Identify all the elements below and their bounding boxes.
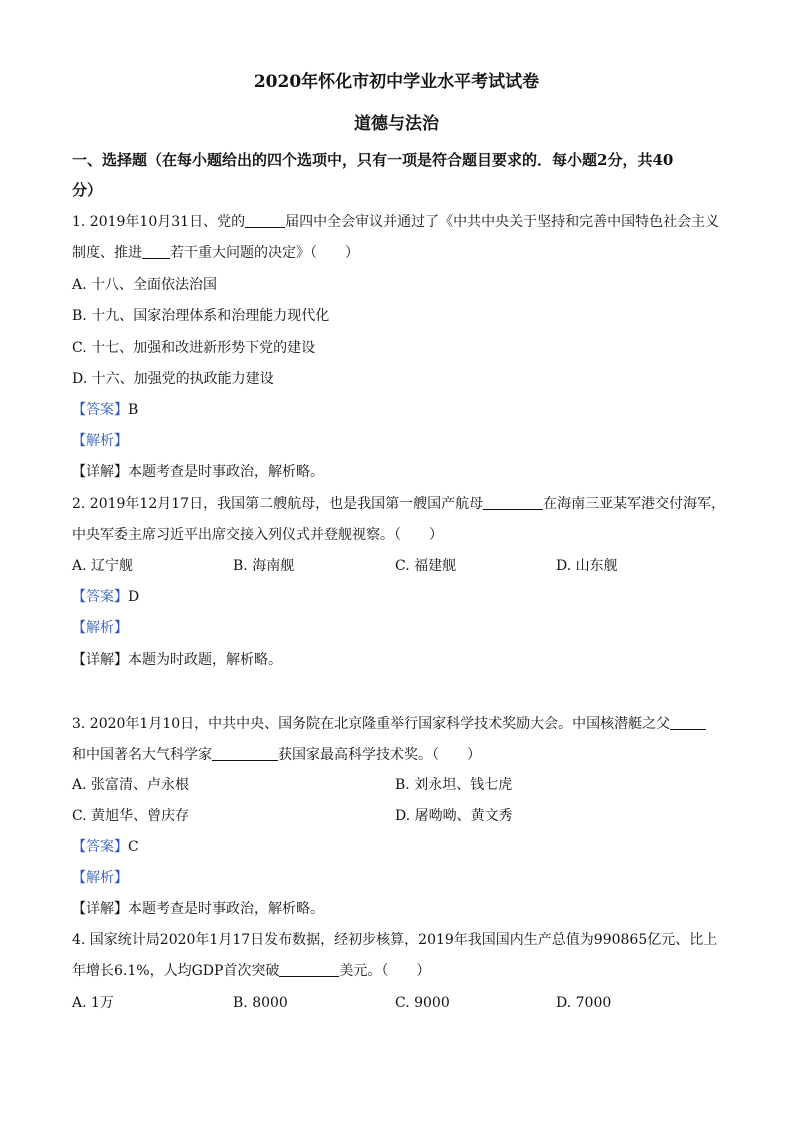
q3-option-b: B. 刘永坦、钱七虎 — [395, 777, 513, 793]
q1-stem-part: 若干重大问题的决定》（ ） — [170, 245, 359, 261]
detail-text: 本题为时政题，解析略。 — [128, 652, 282, 668]
q4-option-b: B. 8000 — [233, 995, 288, 1011]
q3-stem-line2 — [72, 745, 481, 765]
subject-title: 道德与法治 — [354, 114, 439, 134]
q1-blank-1 — [245, 213, 285, 228]
detail-label: 【详解】 — [72, 464, 128, 480]
q3-stem-part: 获国家最高科学技术奖。（ ） — [278, 747, 481, 763]
q2-analysis-label: 【解析】 — [72, 620, 128, 636]
q3-analysis-label: 【解析】 — [72, 870, 128, 886]
q3-option-d: D. 屠呦呦、黄文秀 — [395, 808, 513, 824]
q1-option-d: D. 十六、加强党的执政能力建设 — [72, 371, 274, 387]
q1-stem-line1 — [72, 212, 719, 232]
q1-option-a: A. 十八、全面依法治国 — [72, 277, 218, 293]
answer-value: B — [128, 402, 139, 418]
q1-stem-line2 — [72, 243, 359, 263]
q4-stem-line2 — [72, 961, 430, 981]
q2-stem-part: 在海南三亚某军港交付海军， — [543, 496, 726, 512]
q4-stem-part: 美元。（ ） — [339, 963, 431, 979]
q1-stem-part: 制度、推进 — [72, 245, 142, 261]
q1-stem-part: 1. 2019年10月31日、党的 — [72, 214, 246, 230]
q2-option-b: B. 海南舰 — [233, 558, 295, 574]
q4-option-d: D. 7000 — [556, 995, 612, 1011]
answer-label: 【答案】 — [72, 402, 128, 418]
q2-option-d: D. 山东舰 — [556, 558, 618, 574]
answer-label: 【答案】 — [72, 589, 128, 605]
q2-answer — [72, 587, 139, 607]
detail-text: 本题考查是时事政治，解析略。 — [128, 464, 324, 480]
q1-option-c: C. 十七、加强和改进新形势下党的建设 — [72, 340, 316, 356]
q3-blank-2 — [212, 746, 278, 761]
q2-stem-line1 — [72, 494, 725, 514]
q4-stem-part: 年增长6.1%，人均GDP首次突破 — [72, 963, 280, 979]
q1-detail — [72, 462, 324, 482]
detail-label: 【详解】 — [72, 901, 128, 917]
q3-stem-line1 — [72, 714, 706, 734]
answer-value: C — [128, 839, 139, 855]
q1-blank-2 — [142, 244, 170, 259]
q2-detail — [72, 650, 282, 670]
q3-stem-part: 3. 2020年1月10日，中共中央、国务院在北京隆重举行国家科学技术奖励大会。中国核潜艇之父 — [72, 716, 671, 732]
q3-option-a: A. 张富清、卢永根 — [72, 777, 190, 793]
q2-blank — [483, 495, 543, 510]
q4-stem-line1: 4. 国家统计局2020年1月17日发布数据，经初步核算，2019年我国国内生产总值为990865亿元、比上 — [72, 932, 718, 948]
q1-stem-part: 届四中全会审议并通过了《中共中央关于坚持和完善中国特色社会主义 — [285, 214, 720, 230]
detail-text: 本题考查是时事政治，解析略。 — [128, 901, 324, 917]
q1-analysis-label: 【解析】 — [72, 433, 128, 449]
section-heading: 一、选择题（在每小题给出的四个选项中，只有一项是符合题目要求的．每小题2分，共40 — [72, 151, 674, 169]
detail-label: 【详解】 — [72, 652, 128, 668]
q2-option-c: C. 福建舰 — [395, 558, 457, 574]
q3-stem-part: 和中国著名大气科学家 — [72, 747, 212, 763]
q4-option-a: A. 1万 — [72, 995, 114, 1011]
q3-detail — [72, 899, 324, 919]
answer-label: 【答案】 — [72, 839, 128, 855]
q4-blank — [279, 962, 339, 977]
q1-answer — [72, 400, 138, 420]
q2-option-a: A. 辽宁舰 — [72, 558, 134, 574]
exam-title: 2020年怀化市初中学业水平考试试卷 — [253, 72, 540, 92]
q3-blank-1 — [670, 715, 706, 730]
q1-option-b: B. 十九、国家治理体系和治理能力现代化 — [72, 308, 330, 324]
q2-stem-line2: 中央军委主席习近平出席交接入列仪式并登舰视察。（ ） — [72, 527, 443, 543]
q3-answer — [72, 837, 139, 857]
answer-value: D — [128, 589, 140, 605]
q2-stem-part: 2. 2019年12月17日，我国第二艘航母，也是我国第一艘国产航母 — [72, 496, 484, 512]
q4-option-c: C. 9000 — [395, 995, 450, 1011]
q3-option-c: C. 黄旭华、曾庆存 — [72, 808, 190, 824]
section-heading-cont: 分） — [72, 181, 103, 199]
